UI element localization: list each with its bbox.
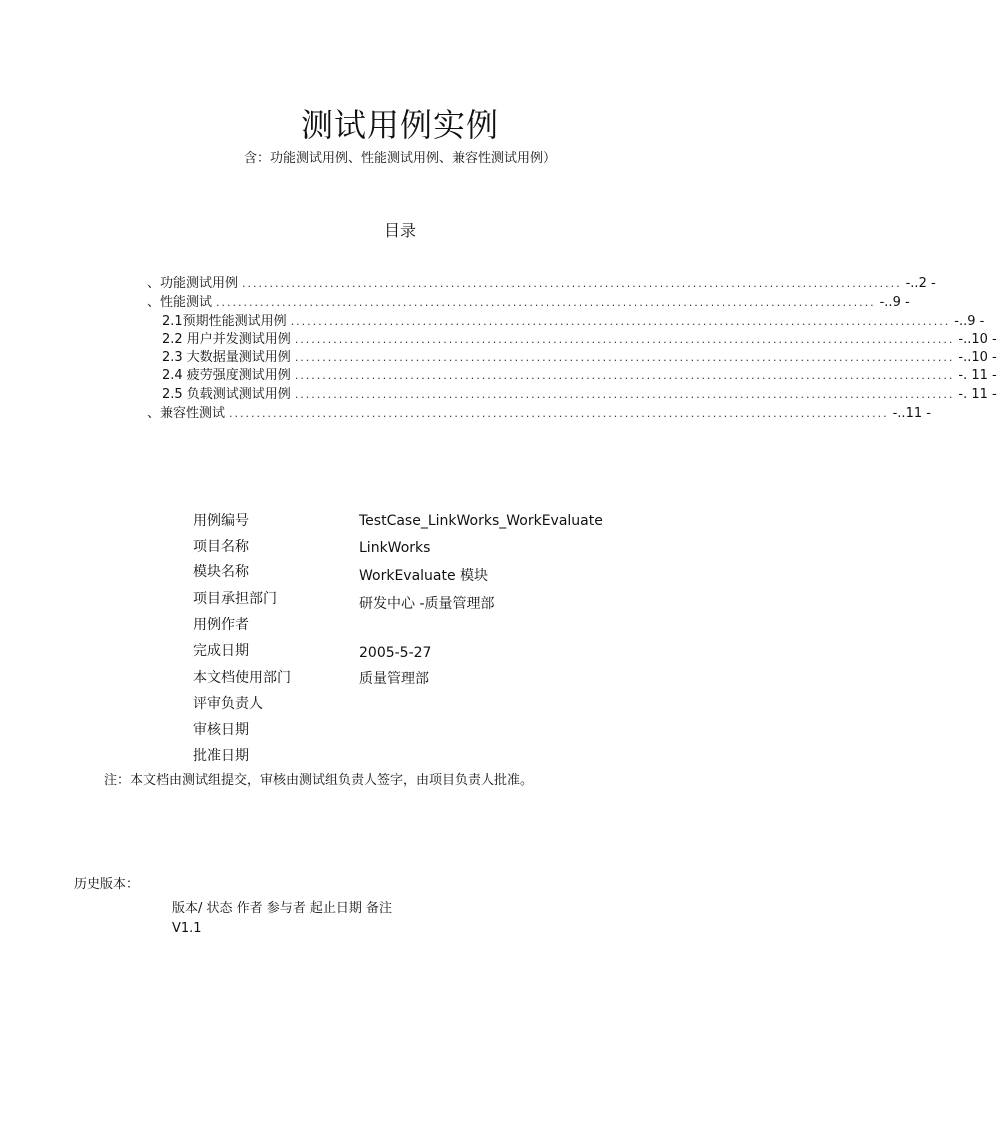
toc-entry-page: -..2 - — [905, 276, 936, 291]
toc-entry[interactable] — [147, 402, 931, 421]
document-title: 测试用例实例 — [300, 106, 499, 144]
toc-leader-dots: ........................................................................................................................ — [229, 407, 889, 420]
info-value: LinkWorks — [359, 540, 431, 556]
toc-entry-label: 、功能测试用例 — [147, 276, 239, 291]
history-version: V1.1 — [172, 921, 202, 936]
toc-entry-label: 2.3 大数据量测试用例 — [162, 350, 291, 365]
info-label: 本文档使用部门 — [193, 670, 291, 686]
toc-leader-dots: ........................................................................................................................ — [294, 369, 955, 382]
toc-entry-label: 、性能测试 — [147, 295, 213, 310]
toc-leader-dots: ........................................................................................................................ — [294, 388, 955, 401]
toc-entry[interactable] — [162, 383, 997, 402]
toc-entry-label: 2.2 用户并发测试用例 — [162, 332, 291, 347]
toc-leader-dots: ........................................................................................................................ — [290, 315, 951, 328]
info-label: 评审负责人 — [193, 696, 263, 712]
info-label: 审核日期 — [193, 722, 249, 738]
info-value: 2005-5-27 — [359, 645, 432, 661]
history-title: 历史版本： — [74, 877, 140, 892]
toc-entry[interactable] — [162, 310, 985, 329]
toc-leader-dots: ........................................................................................................................ — [216, 296, 876, 309]
toc-entry[interactable] — [162, 364, 997, 383]
toc-entry-label: 2.4 疲劳强度测试用例 — [162, 368, 291, 383]
info-label: 模块名称 — [193, 564, 249, 580]
info-value: 质量管理部 — [359, 671, 429, 687]
toc-entry-page: -..9 - — [954, 314, 985, 329]
info-label: 用例作者 — [193, 617, 249, 633]
info-label: 批准日期 — [193, 748, 249, 764]
history-header: 版本/ 状态 作者 参与者 起止日期 备注 — [172, 901, 393, 916]
toc-leader-dots: ........................................................................................................................ — [294, 333, 955, 346]
info-label: 项目名称 — [193, 539, 249, 555]
info-value: 研发中心 -质量管理部 — [359, 596, 495, 612]
toc-entry[interactable] — [162, 346, 997, 365]
toc-entry[interactable] — [147, 291, 910, 310]
info-value: TestCase_LinkWorks_WorkEvaluate — [359, 513, 603, 529]
info-value: WorkEvaluate 模块 — [359, 568, 489, 584]
toc-entry-page: -..9 - — [879, 295, 910, 310]
toc-leader-dots: ........................................................................................................................ — [294, 351, 955, 364]
toc-entry-page: -. 11 - — [958, 368, 997, 383]
approval-note: 注：本文档由测试组提交，审核由测试组负责人签字，由项目负责人批准。 — [104, 773, 534, 788]
toc-entry[interactable] — [162, 328, 997, 347]
info-label: 项目承担部门 — [193, 591, 277, 607]
info-label: 用例编号 — [193, 513, 249, 529]
toc-entry-page: -. 11 - — [958, 387, 997, 402]
toc-entry-label: 2.5 负载测试测试用例 — [162, 387, 291, 402]
toc-leader-dots: ........................................................................................................................ — [242, 277, 902, 290]
toc-entry-page: -..11 - — [892, 406, 931, 421]
toc-entry-page: -..10 - — [958, 332, 997, 347]
toc-entry[interactable] — [147, 272, 936, 291]
info-label: 完成日期 — [193, 643, 249, 659]
document-subtitle: 含：功能测试用例、性能测试用例、兼容性测试用例） — [243, 151, 556, 166]
toc-entry-label: 、兼容性测试 — [147, 406, 226, 421]
toc-heading: 目录 — [383, 221, 416, 240]
toc-entry-page: -..10 - — [958, 350, 997, 365]
toc-entry-label: 2.1预期性能测试用例 — [162, 314, 287, 329]
